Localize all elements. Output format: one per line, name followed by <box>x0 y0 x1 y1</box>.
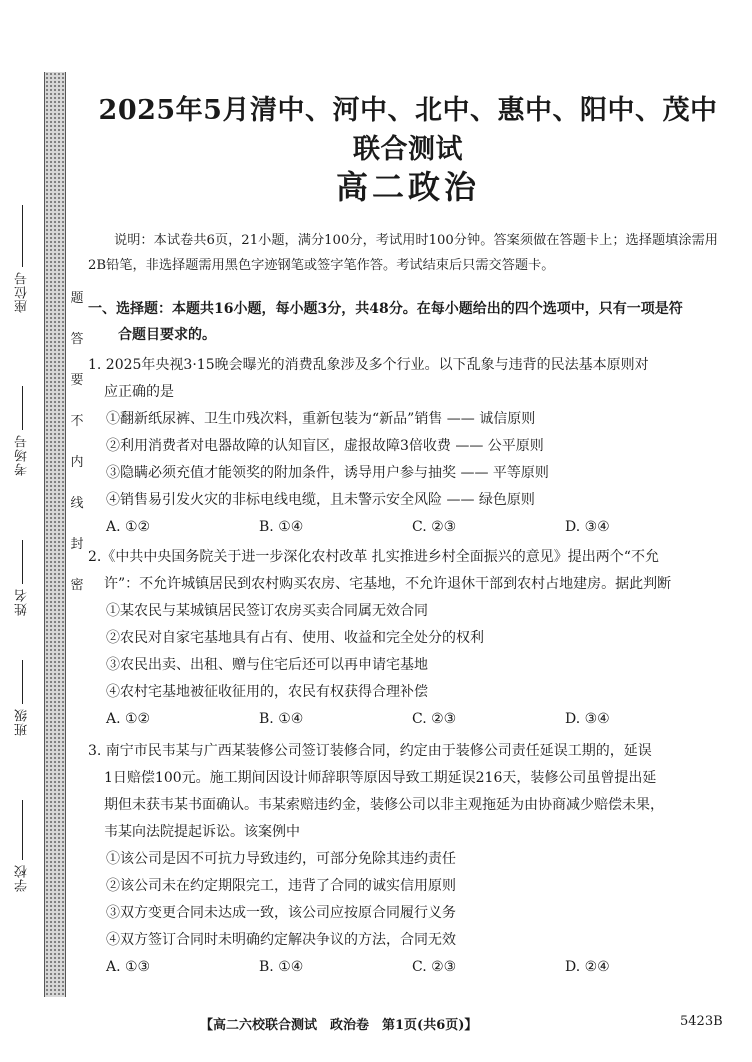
seal-line-notice <box>64 292 90 620</box>
seal-char: 答 <box>70 332 84 347</box>
answer-options <box>88 514 718 541</box>
field-line <box>22 800 23 860</box>
field-line <box>22 386 23 430</box>
option-b: B. ①④ <box>259 519 304 535</box>
question-3 <box>88 738 718 981</box>
statement-item: ①某农民与某城镇居民签订农房买卖合同属无效合同 <box>106 603 428 619</box>
question-stem: 韦某向法院提起诉讼。该案例中 <box>104 824 300 840</box>
seal-char: 题 <box>70 291 84 306</box>
field-line <box>22 660 23 704</box>
section-line: 一、选择题：本题共16小题，每小题3分，共48分。在每小题给出的四个选项中，只有一项是符 <box>88 301 683 317</box>
option-b: B. ①④ <box>259 959 304 975</box>
question-stem: 1. 2025年央视3·15晚会曝光的消费乱象涉及多个行业。以下乱象与违背的民法基本原则对 <box>88 357 649 373</box>
question-stem: 应正确的是 <box>104 384 174 400</box>
field-line <box>22 205 23 267</box>
statement-item: ③农民出卖、出租、赠与住宅后还可以再申请宅基地 <box>106 657 428 673</box>
option-b: B. ①④ <box>259 711 304 727</box>
seal-char: 要 <box>70 373 84 388</box>
option-c: C. ②③ <box>412 519 457 535</box>
section-line: 合题目要求的。 <box>118 327 216 343</box>
seal-char: 线 <box>70 496 84 511</box>
field-label: 学校 <box>14 864 30 892</box>
statement-item: ②利用消费者对电器故障的认知盲区，虚报故障3倍收费 —— 公平原则 <box>106 438 544 454</box>
question-stem: 1日赔偿100元。施工期间因设计师辞职等原因导致工期延误216天，装修公司虽曾提出延 <box>104 770 657 786</box>
seat-number-field[interactable] <box>8 205 36 313</box>
question-stem: 2.《中共中央国务院关于进一步深化农村改革 扎实推进乡村全面振兴的意见》提出两个“不允 <box>88 549 659 565</box>
option-c: C. ②③ <box>412 959 457 975</box>
option-a: A. ①② <box>106 711 151 727</box>
question-stem: 3. 南宁市民韦某与广西某装修公司签订装修合同，约定由于装修公司责任延误工期的，延误 <box>88 743 652 759</box>
question-stem: 期但未获韦某书面确认。韦某索赔违约金，装修公司以非主观拖延为由协商减少赔偿未果， <box>104 797 664 813</box>
seal-char: 内 <box>70 455 84 470</box>
class-field[interactable] <box>8 660 36 736</box>
instructions: 说明：本试卷共6页，21小题，满分100分，考试用时100分钟。答案须做在答题卡上；选择题填涂需用2B铅笔，非选择题需用黑色字迹钢笔或签字笔作答。考试结束后只需交答题卡。 <box>88 233 718 273</box>
option-a: A. ①③ <box>106 959 151 975</box>
exam-room-field[interactable] <box>8 386 36 476</box>
statement-item: ④农村宅基地被征收征用的，农民有权获得合理补偿 <box>106 684 428 700</box>
answer-options <box>88 706 718 733</box>
statement-item: ③双方变更合同未达成一致，该公司应按原合同履行义务 <box>106 905 456 921</box>
option-d: D. ③④ <box>565 711 610 727</box>
field-label: 座位号 <box>14 271 30 313</box>
question-1 <box>88 352 718 541</box>
field-label: 考场号 <box>14 434 30 476</box>
statement-item: ④双方签订合同时未明确约定解决争议的方法，合同无效 <box>106 932 456 948</box>
field-label: 班级 <box>14 708 30 736</box>
field-line <box>22 540 23 584</box>
exam-title: 2025年5月清中、河中、北中、惠中、阳中、茂中联合测试 <box>98 95 718 165</box>
name-field[interactable] <box>8 540 36 616</box>
statement-item: ③隐瞒必须充值才能领奖的附加条件，诱导用户参与抽奖 —— 平等原则 <box>106 465 549 481</box>
question-stem: 许”：不允许城镇居民到农村购买农房、宅基地，不允许退休干部到农村占地建房。据此判断 <box>104 576 672 592</box>
paper-code: 5423B <box>680 1014 723 1029</box>
statement-item: ④销售易引发火灾的非标电线电缆，且未警示安全风险 —— 绿色原则 <box>106 492 535 508</box>
seal-char: 封 <box>70 537 84 552</box>
subject-title: 高二政治 <box>335 168 480 206</box>
statement-item: ②该公司未在约定期限完工，违背了合同的诚实信用原则 <box>106 878 456 894</box>
statement-item: ①该公司是因不可抗力导致违约，可部分免除其违约责任 <box>106 851 456 867</box>
binding-strip <box>44 72 66 997</box>
field-label: 姓名 <box>14 588 30 616</box>
option-d: D. ③④ <box>565 519 610 535</box>
section-heading <box>88 296 718 348</box>
answer-options <box>88 954 718 981</box>
question-2 <box>88 544 718 733</box>
statement-item: ②农民对自家宅基地具有占有、使用、收益和完全处分的权利 <box>106 630 484 646</box>
school-field[interactable] <box>8 800 36 892</box>
seal-char: 不 <box>70 414 84 429</box>
option-c: C. ②③ <box>412 711 457 727</box>
page-footer: 【高二六校联合测试 政治卷 第1页(共6页)】 <box>200 1018 478 1033</box>
seal-char: 密 <box>70 578 84 593</box>
option-d: D. ②④ <box>565 959 610 975</box>
option-a: A. ①② <box>106 519 151 535</box>
statement-item: ①翻新纸尿裤、卫生巾残次料，重新包装为“新品”销售 —— 诚信原则 <box>106 411 536 427</box>
